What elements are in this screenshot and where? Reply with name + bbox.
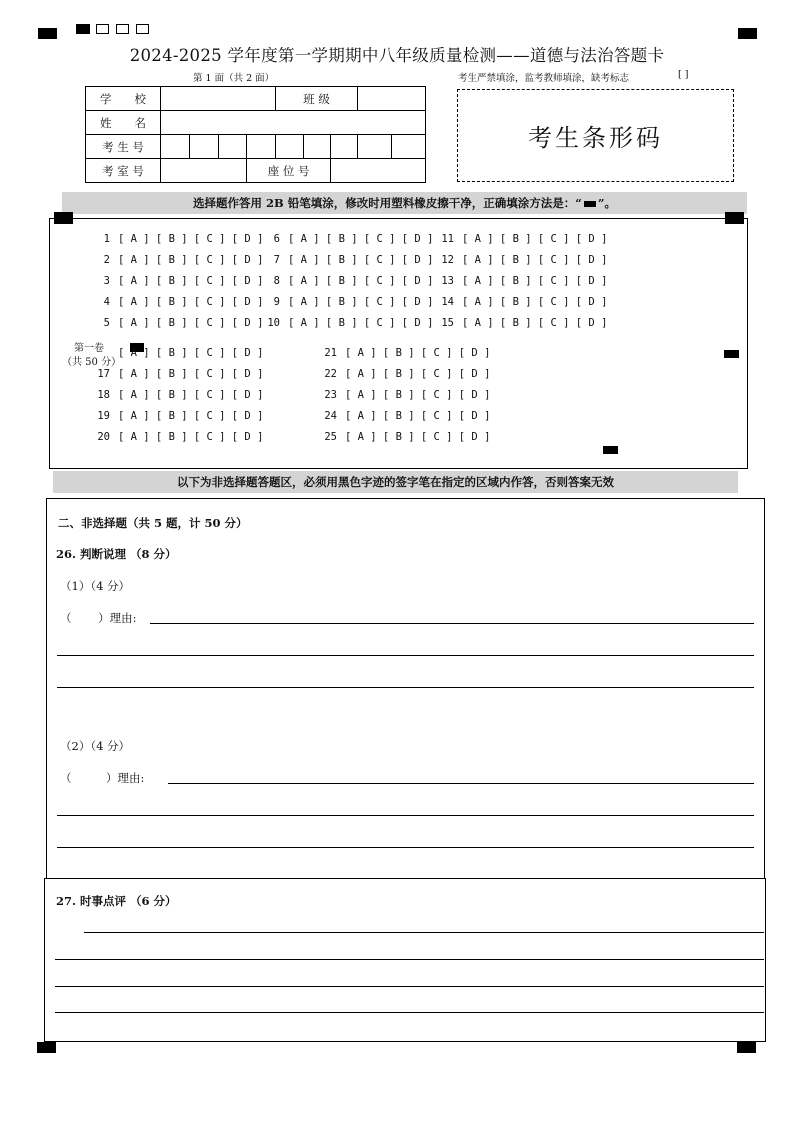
question-row[interactable] bbox=[88, 296, 263, 308]
absent-checkbox[interactable]: [ ] bbox=[678, 69, 689, 80]
timing-mark-right-mid bbox=[724, 350, 739, 358]
question-number: 8 bbox=[273, 275, 280, 287]
exam-number-digit[interactable] bbox=[218, 135, 247, 159]
timing-square-1 bbox=[96, 24, 109, 34]
answer-options[interactable]: [ A ] [ B ] [ C ] [ D ] bbox=[288, 317, 434, 329]
corner-mark-bottom-right bbox=[737, 1042, 756, 1053]
exam-number-digit[interactable] bbox=[358, 135, 392, 159]
answer-options[interactable]: [ A ] [ B ] [ C ] [ D ] bbox=[345, 347, 491, 359]
answer-options[interactable]: [ A ] [ B ] [ C ] [ D ] bbox=[118, 368, 264, 380]
class-label: 班 级 bbox=[276, 87, 358, 111]
question-row[interactable] bbox=[88, 317, 263, 329]
question-number: 1 bbox=[103, 233, 110, 245]
q26-part1-reason: （ ）理由: bbox=[60, 611, 137, 625]
q27-title: 27. 时事点评 （6 分） bbox=[56, 894, 177, 908]
question-number: 24 bbox=[324, 410, 337, 422]
exam-number-digit[interactable] bbox=[304, 135, 331, 159]
answer-line[interactable] bbox=[150, 623, 754, 624]
seat-field[interactable] bbox=[331, 159, 426, 183]
question-row[interactable] bbox=[88, 347, 263, 359]
answer-options[interactable]: [ A ] [ B ] [ C ] [ D ] bbox=[288, 296, 434, 308]
timing-square-3 bbox=[136, 24, 149, 34]
question-row[interactable] bbox=[258, 233, 433, 245]
q26-title: 26. 判断说理 （8 分） bbox=[56, 547, 177, 561]
room-field[interactable] bbox=[161, 159, 247, 183]
question-number: 9 bbox=[273, 296, 280, 308]
answer-options[interactable]: [ A ] [ B ] [ C ] [ D ] bbox=[118, 296, 264, 308]
question-number: 20 bbox=[97, 431, 110, 443]
question-number: 18 bbox=[97, 389, 110, 401]
corner-mark-bottom-left bbox=[37, 1042, 56, 1053]
answer-line[interactable] bbox=[55, 986, 764, 987]
answer-options[interactable]: [ A ] [ B ] [ C ] [ D ] bbox=[345, 431, 491, 443]
fill-example-mark bbox=[584, 201, 596, 207]
answer-options[interactable]: [ A ] [ B ] [ C ] [ D ] bbox=[288, 233, 434, 245]
question-number: 10 bbox=[267, 317, 280, 329]
exam-number-digit[interactable] bbox=[161, 135, 190, 159]
answer-options[interactable]: [ A ] [ B ] [ C ] [ D ] bbox=[118, 275, 264, 287]
name-field[interactable] bbox=[161, 111, 426, 135]
question-row[interactable] bbox=[432, 296, 607, 308]
barcode-area: 考生条形码 bbox=[457, 89, 734, 182]
question-number: 11 bbox=[441, 233, 454, 245]
question-number: 25 bbox=[324, 431, 337, 443]
question-number: 14 bbox=[441, 296, 454, 308]
question-number: 6 bbox=[273, 233, 280, 245]
room-label: 考 室 号 bbox=[86, 159, 161, 183]
exam-number-digit[interactable] bbox=[247, 135, 276, 159]
corner-mark-top-left bbox=[38, 28, 57, 39]
choice-instruction-end: ”。 bbox=[597, 196, 616, 210]
section-points: （共 50 分） bbox=[62, 357, 122, 368]
answer-line[interactable] bbox=[57, 655, 754, 656]
candidate-info-table bbox=[85, 86, 426, 183]
question-row[interactable] bbox=[315, 410, 490, 422]
question-row[interactable] bbox=[88, 275, 263, 287]
question-number: 22 bbox=[324, 368, 337, 380]
question-row[interactable] bbox=[315, 368, 490, 380]
seat-label: 座 位 号 bbox=[247, 159, 331, 183]
question-number: 17 bbox=[97, 368, 110, 380]
answer-line[interactable] bbox=[84, 932, 764, 933]
exam-number-digit[interactable] bbox=[392, 135, 426, 159]
exam-number-label: 考 生 号 bbox=[86, 135, 161, 159]
name-label: 姓 名 bbox=[86, 111, 161, 135]
answer-line[interactable] bbox=[57, 687, 754, 688]
school-field[interactable] bbox=[161, 87, 276, 111]
answer-options[interactable]: [ A ] [ B ] [ C ] [ D ] bbox=[288, 275, 434, 287]
question-number: 7 bbox=[273, 254, 280, 266]
question-number: 5 bbox=[103, 317, 110, 329]
question-row[interactable] bbox=[88, 389, 263, 401]
choice-instruction: 选择题作答用 2B 铅笔填涂，修改时用塑料橡皮擦干净，正确填涂方法是：“ bbox=[193, 196, 582, 210]
nonchoice-section-title: 二、非选择题（共 5 题，计 50 分） bbox=[58, 516, 248, 530]
answer-options[interactable]: [ A ] [ B ] [ C ] [ D ] bbox=[462, 317, 608, 329]
section-label: 第一卷 bbox=[74, 343, 104, 354]
question-number: 23 bbox=[324, 389, 337, 401]
question-row[interactable] bbox=[315, 389, 490, 401]
question-row[interactable] bbox=[432, 275, 607, 287]
question-number: 19 bbox=[97, 410, 110, 422]
question-row[interactable] bbox=[88, 431, 263, 443]
question-number: 2 bbox=[103, 254, 110, 266]
school-label: 学 校 bbox=[86, 87, 161, 111]
exam-number-digit[interactable] bbox=[331, 135, 358, 159]
answer-options[interactable]: [ A ] [ B ] [ C ] [ D ] bbox=[118, 317, 264, 329]
q26-part1-label: （1）（4 分） bbox=[60, 579, 131, 593]
answer-line[interactable] bbox=[168, 783, 754, 784]
answer-options[interactable]: [ A ] [ B ] [ C ] [ D ] bbox=[345, 368, 491, 380]
question-row[interactable] bbox=[315, 347, 490, 359]
question-row[interactable] bbox=[88, 254, 263, 266]
choice-instruction-band bbox=[62, 192, 747, 214]
question-row[interactable] bbox=[258, 317, 433, 329]
question-row[interactable] bbox=[258, 275, 433, 287]
question-number: 4 bbox=[103, 296, 110, 308]
question-row[interactable] bbox=[432, 317, 607, 329]
page-title: 2024-2025 学年度第一学期期中八年级质量检测——道德与法治答题卡 bbox=[129, 46, 665, 65]
answer-options[interactable]: [ A ] [ B ] [ C ] [ D ] bbox=[462, 296, 608, 308]
timing-square-2 bbox=[116, 24, 129, 34]
question-number: 12 bbox=[441, 254, 454, 266]
exam-number-digit[interactable] bbox=[189, 135, 218, 159]
q26-part2-label: （2）（4 分） bbox=[60, 739, 131, 753]
answer-options[interactable]: [ A ] [ B ] [ C ] [ D ] bbox=[118, 254, 264, 266]
answer-options[interactable]: [ A ] [ B ] [ C ] [ D ] bbox=[462, 275, 608, 287]
answer-options[interactable]: [ A ] [ B ] [ C ] [ D ] bbox=[118, 431, 264, 443]
answer-options[interactable]: [ A ] [ B ] [ C ] [ D ] bbox=[462, 233, 608, 245]
question-number: 15 bbox=[441, 317, 454, 329]
answer-line[interactable] bbox=[55, 1012, 764, 1013]
question-row[interactable] bbox=[258, 254, 433, 266]
absent-note: 考生严禁填涂，监考教师填涂，缺考标志 bbox=[458, 73, 630, 84]
question-number: 3 bbox=[103, 275, 110, 287]
answer-options[interactable]: [ A ] [ B ] [ C ] [ D ] bbox=[118, 410, 264, 422]
answer-options[interactable]: [ A ] [ B ] [ C ] [ D ] bbox=[345, 389, 491, 401]
question-row[interactable] bbox=[88, 410, 263, 422]
page-indicator: 第 1 面（共 2 面） bbox=[193, 73, 275, 84]
timing-mark-small bbox=[76, 24, 90, 34]
answer-options[interactable]: [ A ] [ B ] [ C ] [ D ] bbox=[118, 347, 264, 359]
answer-line[interactable] bbox=[57, 815, 754, 816]
question-row[interactable] bbox=[315, 431, 490, 443]
nonchoice-notice-band: 以下为非选择题答题区，必须用黑色字迹的签字笔在指定的区域内作答，否则答案无效 bbox=[53, 471, 738, 493]
answer-options[interactable]: [ A ] [ B ] [ C ] [ D ] bbox=[462, 254, 608, 266]
q26-part2-reason: （ ）理由: bbox=[60, 771, 145, 785]
question-number: 13 bbox=[441, 275, 454, 287]
answer-options[interactable]: [ A ] [ B ] [ C ] [ D ] bbox=[288, 254, 434, 266]
answer-options[interactable]: [ A ] [ B ] [ C ] [ D ] bbox=[345, 410, 491, 422]
answer-line[interactable] bbox=[57, 847, 754, 848]
question-row[interactable] bbox=[88, 368, 263, 380]
exam-number-digit[interactable] bbox=[276, 135, 304, 159]
question-row[interactable] bbox=[258, 296, 433, 308]
question-number: 21 bbox=[324, 347, 337, 359]
timing-mark-bottom bbox=[603, 446, 618, 454]
answer-options[interactable]: [ A ] [ B ] [ C ] [ D ] bbox=[118, 233, 264, 245]
question-row[interactable] bbox=[432, 233, 607, 245]
answer-line[interactable] bbox=[55, 959, 764, 960]
question-row[interactable] bbox=[88, 233, 263, 245]
corner-mark-top-right bbox=[738, 28, 757, 39]
answer-options[interactable]: [ A ] [ B ] [ C ] [ D ] bbox=[118, 389, 264, 401]
question-row[interactable] bbox=[432, 254, 607, 266]
class-field[interactable] bbox=[358, 87, 426, 111]
